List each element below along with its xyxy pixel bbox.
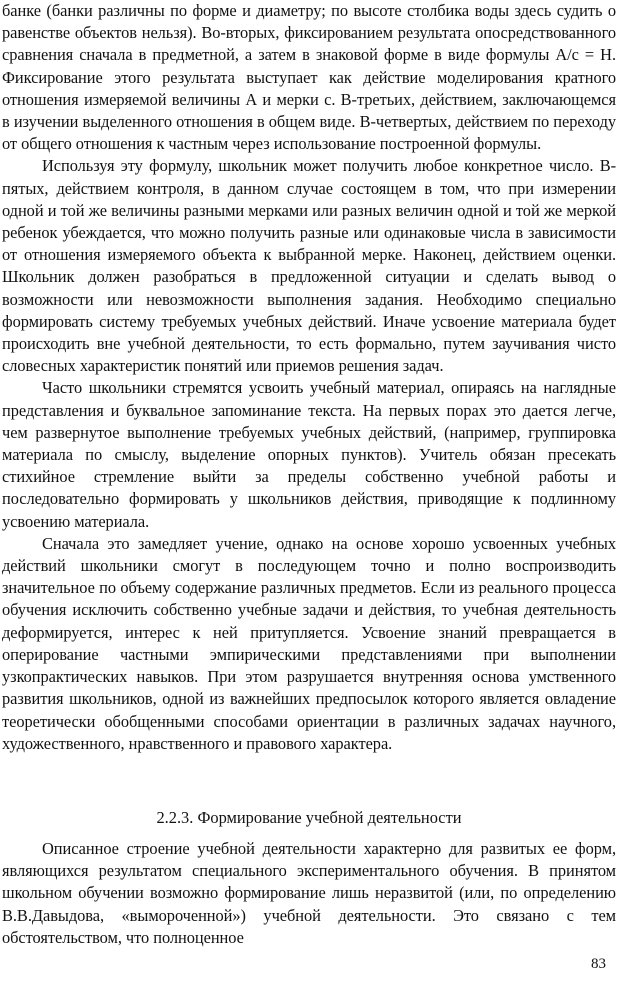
paragraph-2: Используя эту формулу, школьник может получить любое конкретное число. В-пятых, действием контроля, в данном случае состоящем в том, что при измерении одной и той же величины разными мерками или разных величин одной и той же меркой ребенок убеждается, что можно получить разные или одинаковые числа в зависимости от отношения измеряемого объекта к выбранной мерке. Наконец, действием оценки. Школьник должен разобраться в предложенной ситуации и сделать вывод о возможности или невозможности выполнения задания. Необходимо специально формировать систему требуемых учебных действий. Иначе усвоение материала будет происходить вне учебной деятельности, то есть формально, путем заучивания чисто словесных характеристик понятий или приемов решения задач. — [2, 156, 616, 376]
paragraph-1: банке (банки различны по форме и диаметру; по высоте столбика воды здесь судить о равенстве объектов нельзя). Во-вторых, фиксированием результата опосредствованного сравнения сначала в предметной, а затем в знаковой форме в виде формулы А/с = Н. Фиксирование этого результата выступает как действие моделирования кратного отношения измеряемой величины А и мерки с. В-третьих, действием, заключающемся в изучении выделенного отношения в общем виде. В-четвертых, действием по переходу от общего отношения к частным через использование построенной формулы. — [2, 1, 616, 154]
body-text — [2, 0, 616, 755]
paragraph-4: Сначала это замедляет учение, однако на основе хорошо усвоенных учебных действий школьники смогут в последующем точно и полно воспроизводить значительное по объему содержание различных предметов. Если из реального процесса обучения исключить собственно учебные задачи и действия, то учебная деятельность деформируется, интерес к ней притупляется. Усвоение знаний превращается в оперирование частными эмпирическими представлениями при выполнении узкопрактических навыков. При этом разрушается внутренняя основа умственного развития школьников, одной из важнейших предпосылок которого является овладение теоретически обобщенными способами ориентации в различных задачах научного, художественного, нравственного и правового характера. — [2, 533, 616, 753]
page-number: 83 — [591, 956, 606, 972]
section-body-text — [2, 838, 616, 949]
section-paragraph: Описанное строение учебной деятельности характерно для развитых ее форм, являющихся результатом специального экспериментального обучения. В принятом школьном обучении возможно формирование лишь неразвитой (или, по определению В.В.Давыдова, «вымороченной») учебной деятельности. Это связано с тем обстоятельством, что полноценное — [2, 839, 616, 947]
section-heading: 2.2.3. Формирование учебной деятельности — [156, 808, 462, 827]
paragraph-3: Часто школьники стремятся усвоить учебный материал, опираясь на наглядные представления и буквальное запоминание текста. На первых порах это дается легче, чем развернутое выполнение требуемых учебных действий, (например, группировка материала по смыслу, выделение опорных пунктов). Учитель обязан пресекать стихийное стремление выйти за пределы собственно учебной работы и последовательно формировать у школьников действия, приводящие к подлинному усвоению материала. — [2, 378, 616, 531]
